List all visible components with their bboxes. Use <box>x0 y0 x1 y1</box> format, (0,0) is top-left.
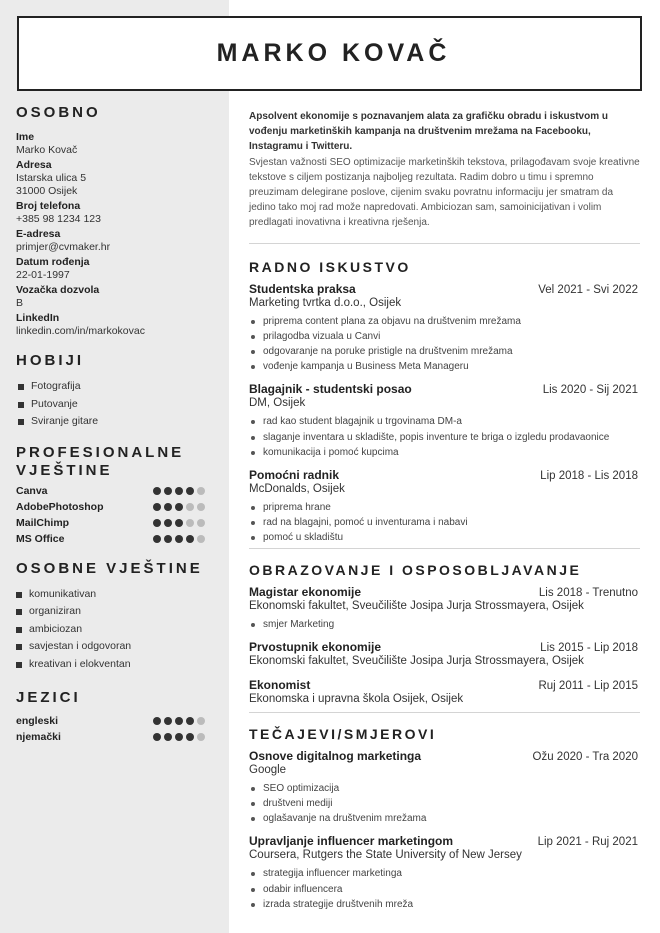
divider <box>249 243 640 244</box>
personal-label: E-adresa <box>16 228 61 240</box>
personal-label: Vozačka dozvola <box>16 284 100 296</box>
language-rating <box>153 733 205 741</box>
rating-dot-empty <box>186 503 194 511</box>
bullet-item: odgovaranje na poruke pristigle na društvenim mrežama <box>249 344 640 359</box>
entry-title: Magistar ekonomije <box>249 584 362 599</box>
bullet-item: priprema hrane <box>249 500 640 515</box>
entry-date: Ruj 2011 - Lip 2015 <box>538 679 638 692</box>
hobby-item: Sviranje gitare <box>18 413 216 431</box>
bullet-item: rad kao student blagajnik u trgovinama DM-a <box>249 414 640 429</box>
skill-row <box>16 484 216 500</box>
rating-dot-filled <box>175 519 183 527</box>
personal-value: Istarska ulica 5 <box>16 172 87 184</box>
personal-skills-section <box>16 560 216 674</box>
bullet-item: oglašavanje na društvenim mrežama <box>249 811 640 826</box>
summary-text: Svjestan važnosti SEO optimizacije marketinških tekstova, prilagođavam svoje kreativne tekstove s ciljem postizanja najboljeg rezultata. Radim dobro u timu i spremno preuzimam delegirane poslove, cijenim svaku povratnu informaciju jer smatram da jedino tako moj rad može napredovati. Ambiciozan sam, samoinicijativan i volim predlagati inovativna i kreativna rješenja. <box>249 156 640 229</box>
divider <box>249 712 640 713</box>
name-header <box>17 16 642 91</box>
personal-skill-item: savjestan i odgovoran <box>16 638 216 656</box>
rating-dot-empty <box>197 503 205 511</box>
entry-date: Lip 2021 - Ruj 2021 <box>537 836 638 849</box>
rating-dot-filled <box>153 733 161 741</box>
section-title: JEZICI <box>16 689 81 707</box>
entry-title: Studentska praksa <box>249 281 356 296</box>
rating-dot-filled <box>153 487 161 495</box>
rating-dot-filled <box>153 519 161 527</box>
entry-date: Lis 2018 - Trenutno <box>538 586 638 599</box>
skill-name: AdobePhotoshop <box>16 501 104 514</box>
personal-label: Adresa <box>16 159 52 171</box>
personal-value: 22-01-1997 <box>16 269 70 281</box>
full-name: MARKO KOVAČ <box>216 39 451 67</box>
rating-dot-filled <box>175 487 183 495</box>
skill-name: MailChimp <box>16 516 70 529</box>
rating-dot-filled <box>164 503 172 511</box>
skill-rating <box>153 503 205 511</box>
language-name: njemački <box>16 730 61 743</box>
experience-entry <box>249 282 640 375</box>
personal-value: +385 98 1234 123 <box>16 213 101 225</box>
main-content <box>249 109 640 912</box>
skill-row <box>16 499 216 515</box>
experience-entry <box>249 382 640 460</box>
experience-section <box>249 258 640 546</box>
hobbies-section <box>16 352 216 431</box>
personal-label: Broj telefona <box>16 200 81 212</box>
bullet-item: SEO optimizacija <box>249 781 640 796</box>
rating-dot-filled <box>186 733 194 741</box>
rating-dot-filled <box>175 717 183 725</box>
personal-skill-item: komunikativan <box>16 586 216 604</box>
rating-dot-empty <box>197 519 205 527</box>
skill-row <box>16 515 216 531</box>
personal-value: 31000 Osijek <box>16 185 78 197</box>
skill-rating <box>153 519 205 527</box>
education-entry <box>249 585 640 632</box>
rating-dot-filled <box>164 519 172 527</box>
entry-date: Ožu 2020 - Tra 2020 <box>532 750 638 763</box>
hobby-item: Fotografija <box>18 378 216 396</box>
entry-date: Lis 2020 - Sij 2021 <box>542 384 638 397</box>
rating-dot-filled <box>175 503 183 511</box>
entry-title: Ekonomist <box>249 677 311 692</box>
rating-dot-empty <box>197 733 205 741</box>
bullet-item: slaganje inventara u skladište, popis inventure te briga o izgledu prodavaonice <box>249 430 640 445</box>
divider <box>249 548 640 549</box>
profile-summary <box>249 109 640 231</box>
section-title: OSOBNO <box>16 104 101 121</box>
bullet-item: pomoć u skladištu <box>249 530 640 545</box>
personal-label: Ime <box>16 131 35 143</box>
course-entry <box>249 749 640 827</box>
rating-dot-filled <box>186 487 194 495</box>
rating-dot-filled <box>175 733 183 741</box>
rating-dot-filled <box>186 535 194 543</box>
entry-subtitle: McDonalds, Osijek <box>249 483 345 496</box>
personal-value: B <box>16 297 24 309</box>
section-title: PROFESIONALNE <box>16 443 185 461</box>
entry-subtitle: Ekonomska i upravna škola Osijek, Osijek <box>249 692 464 705</box>
rating-dot-filled <box>175 535 183 543</box>
entry-subtitle: Coursera, Rutgers the State University of New Jersey <box>249 849 522 862</box>
skill-name: MS Office <box>16 532 65 545</box>
rating-dot-filled <box>153 503 161 511</box>
entry-title: Prvostupnik ekonomije <box>249 639 382 654</box>
bullet-item: smjer Marketing <box>249 617 640 632</box>
entry-title: Pomoćni radnik <box>249 468 340 483</box>
bullet-item: strategija influencer marketinga <box>249 866 640 881</box>
rating-dot-filled <box>164 535 172 543</box>
entry-date: Lis 2015 - Lip 2018 <box>540 641 638 654</box>
rating-dot-filled <box>186 717 194 725</box>
professional-skills-section <box>16 444 216 547</box>
rating-dot-empty <box>197 487 205 495</box>
rating-dot-empty <box>197 535 205 543</box>
personal-skill-item: organiziran <box>16 603 216 621</box>
experience-entry <box>249 468 640 546</box>
bullet-item: društveni mediji <box>249 796 640 811</box>
personal-value: linkedin.com/in/markokovac <box>16 325 145 337</box>
language-row <box>16 729 216 745</box>
courses-section <box>249 725 640 912</box>
skill-rating <box>153 535 205 543</box>
skill-name: Canva <box>16 485 48 498</box>
section-title: HOBIJI <box>16 352 85 369</box>
personal-section <box>16 104 216 338</box>
language-name: engleski <box>16 715 59 728</box>
rating-dot-filled <box>164 487 172 495</box>
personal-skill-item: ambiciozan <box>16 621 216 639</box>
entry-subtitle: Google <box>249 763 287 776</box>
personal-label: Datum rođenja <box>16 256 90 268</box>
entry-subtitle: DM, Osijek <box>249 397 306 410</box>
rating-dot-empty <box>186 519 194 527</box>
summary-bold: Apsolvent ekonomije s poznavanjem alata za grafičku obradu i iskustvom u vođenju marketinških kampanja na društvenim mrežama na Facebooku, Instagramu i Twitteru. <box>249 111 608 153</box>
hobby-item: Putovanje <box>18 396 216 414</box>
entry-title: Upravljanje influencer marketingom <box>249 834 454 849</box>
bullet-item: prilagodba vizuala u Canvi <box>249 329 640 344</box>
bullet-item: vođenje kampanja u Business Meta Manageru <box>249 359 640 374</box>
personal-label: LinkedIn <box>16 312 60 324</box>
section-title: RADNO ISKUSTVO <box>249 258 411 275</box>
bullet-item: izrada strategije društvenih mreža <box>249 897 640 912</box>
sidebar <box>16 104 216 745</box>
language-row <box>16 713 216 729</box>
education-section <box>249 561 640 706</box>
rating-dot-filled <box>153 717 161 725</box>
entry-subtitle: Ekonomski fakultet, Sveučilište Josipa Jurja Strossmayera, Osijek <box>249 599 584 612</box>
bullet-item: priprema content plana za objavu na društvenim mrežama <box>249 314 640 329</box>
rating-dot-filled <box>164 733 172 741</box>
section-title: VJEŠTINE <box>16 461 113 479</box>
skill-row <box>16 531 216 547</box>
education-entry <box>249 640 640 668</box>
course-entry <box>249 834 640 912</box>
section-title: OBRAZOVANJE I OSPOSOBLJAVANJE <box>249 561 582 578</box>
skill-rating <box>153 487 205 495</box>
rating-dot-filled <box>164 717 172 725</box>
entry-date: Vel 2021 - Svi 2022 <box>538 283 638 296</box>
section-title: TEČAJEVI/SMJEROVI <box>249 725 437 742</box>
bullet-item: odabir influencera <box>249 882 640 897</box>
education-entry <box>249 678 640 706</box>
entry-title: Blagajnik - studentski posao <box>249 382 412 397</box>
entry-subtitle: Marketing tvrtka d.o.o., Osijek <box>249 296 402 309</box>
language-rating <box>153 717 205 725</box>
entry-date: Lip 2018 - Lis 2018 <box>540 470 638 483</box>
bullet-item: rad na blagajni, pomoć u inventurama i nabavi <box>249 515 640 530</box>
entry-subtitle: Ekonomski fakultet, Sveučilište Josipa Jurja Strossmayera, Osijek <box>249 654 584 667</box>
bullet-item: komunikacija i pomoć kupcima <box>249 445 640 460</box>
personal-value: primjer@cvmaker.hr <box>16 241 111 253</box>
personal-value: Marko Kovač <box>16 144 78 156</box>
rating-dot-filled <box>153 535 161 543</box>
entry-title: Osnove digitalnog marketinga <box>249 748 422 763</box>
section-title: OSOBNE VJEŠTINE <box>16 559 203 577</box>
personal-skill-item: kreativan i elokventan <box>16 656 216 674</box>
rating-dot-empty <box>197 717 205 725</box>
languages-section <box>16 689 216 745</box>
